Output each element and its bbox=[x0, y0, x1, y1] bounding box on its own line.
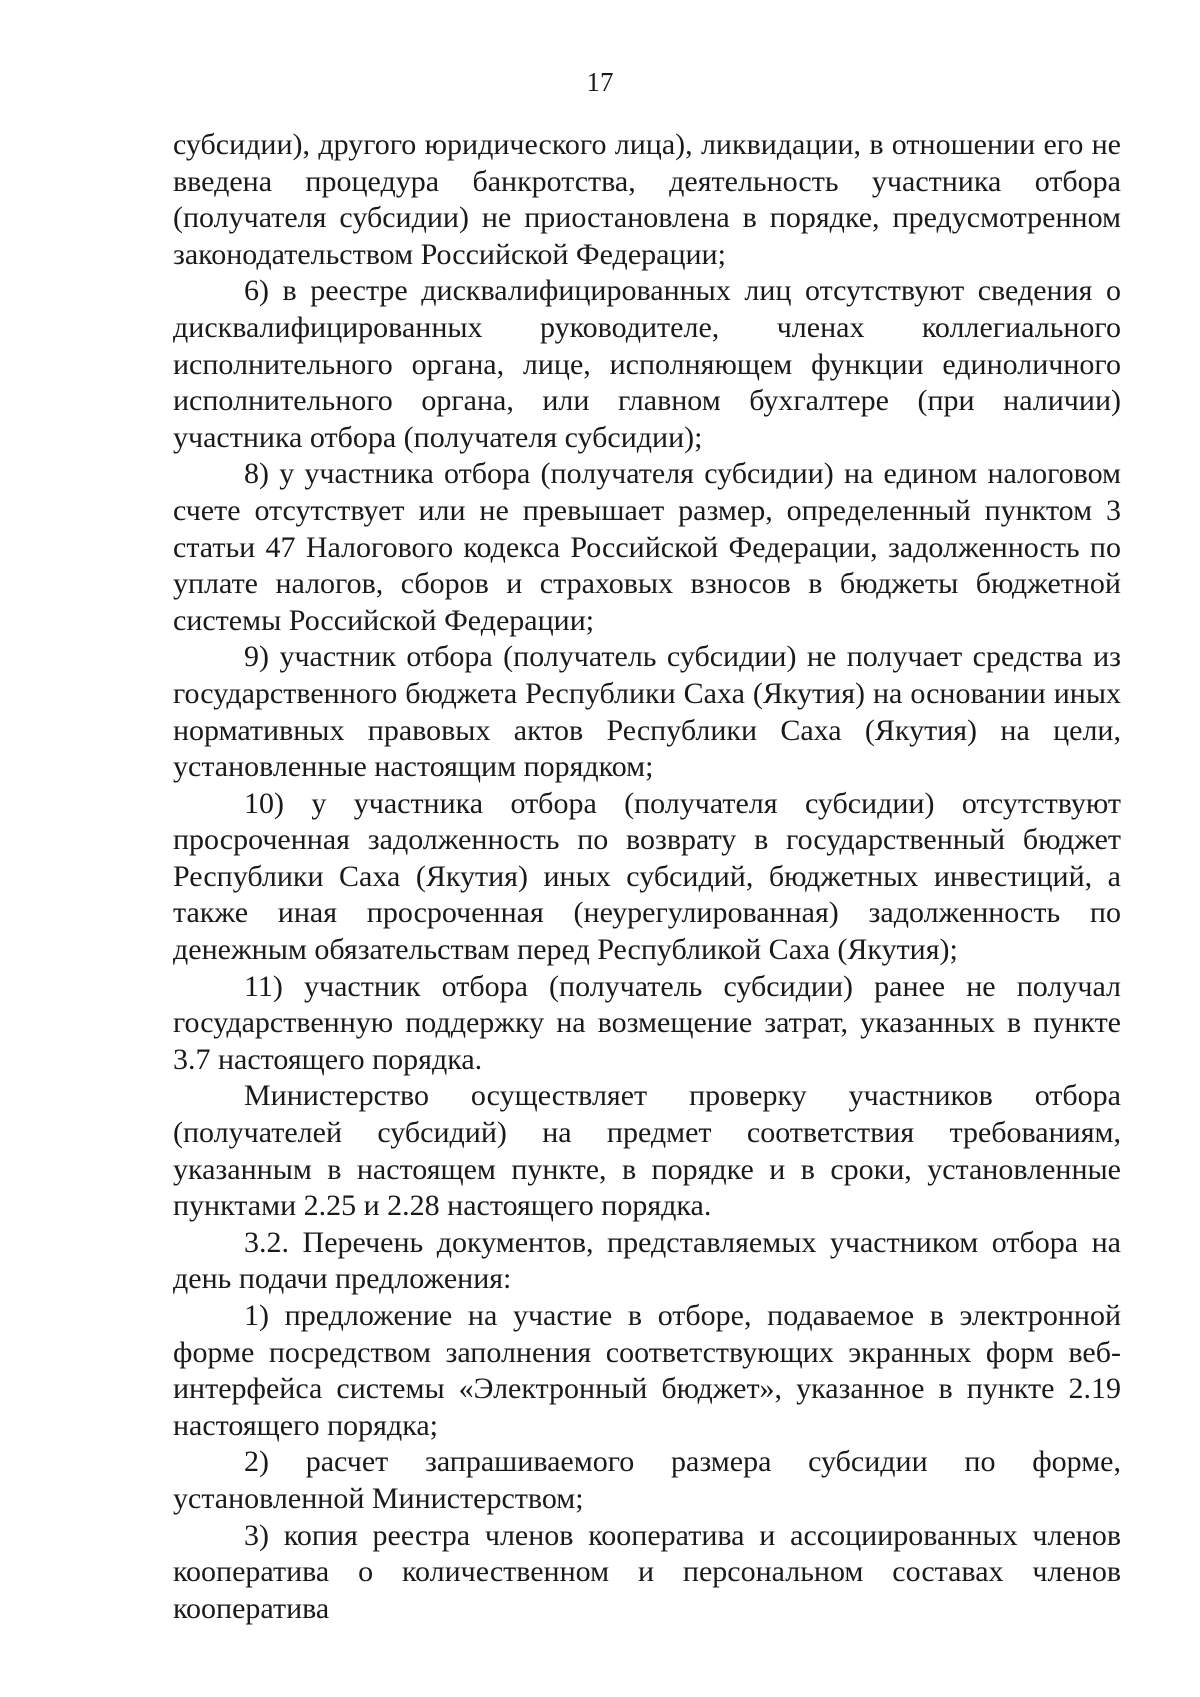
paragraph-doc-1: 1) предложение на участие в отборе, подаваемое в электронной форме посредством заполнения соответствующих экранных форм веб-интерфейса системы «Электронный бюджет», указанное в пункте 2.19 настоящего порядка; bbox=[173, 1299, 1121, 1442]
paragraph-doc-3: 3) копия реестра членов кооператива и ассоциированных членов кооператива о количественном и персональном составах членов кооператива bbox=[173, 1518, 1121, 1625]
page-number: 17 bbox=[586, 67, 614, 97]
paragraph-ministry-check: Министерство осуществляет проверку участников отбора (получателей субсидий) на предмет соответствия требованиям, указанным в настоящем пункте, в порядке и в сроки, установленные пунктами 2.25 и 2.28 настоящего порядка. bbox=[173, 1079, 1121, 1223]
paragraph-item-9: 9) участник отбора (получатель субсидии) не получает средства из государственного бюджета Республики Саха (Якутия) на основании иных нормативных правовых актов Республики Саха (Якутия) на цели, установленные настоящим порядком; bbox=[173, 640, 1121, 784]
paragraph-item-8: 8) у участника отбора (получателя субсидии) на едином налоговом счете отсутствует или не превышает размер, определенный пунктом 3 статьи 47 Налогового кодекса Российской Федерации, задолженность по уплате налогов, сборов и страховых взносов в бюджеты бюджетной системы Российской Федерации; bbox=[173, 457, 1121, 637]
paragraph-item-11: 11) участник отбора (получатель субсидии) ранее не получал государственную поддержку на возмещение затрат, указанных в пункте 3.7 настоящего порядка. bbox=[173, 969, 1121, 1076]
paragraph-item-6: 6) в реестре дисквалифицированных лиц отсутствуют сведения о дисквалифицированных руководителе, членах коллегиального исполнительного органа, лице, исполняющем функции единоличного исполнительного органа, или главном бухгалтере (при наличии) участника отбора (получателя субсидии); bbox=[173, 274, 1121, 454]
paragraph-continuation: субсидии), другого юридического лица), ликвидации, в отношении его не введена процедура банкротства, деятельность участника отбора (получателя субсидии) не приостановлена в порядке, предусмотренном законодательством Российской Федерации; bbox=[173, 128, 1121, 271]
paragraph-doc-2: 2) расчет запрашиваемого размера субсидии по форме, установленной Министерством; bbox=[173, 1445, 1121, 1515]
paragraph-section-3-2: 3.2. Перечень документов, представляемых участником отбора на день подачи предложения: bbox=[173, 1225, 1121, 1296]
document-body bbox=[173, 127, 1121, 1627]
paragraph-item-10: 10) у участника отбора (получателя субсидии) отсутствуют просроченная задолженность по возврату в государственный бюджет Республики Саха (Якутия) иных субсидий, бюджетных инвестиций, а также иная просроченная (неурегулированная) задолженность по денежным обязательствам перед Республикой Саха (Якутия); bbox=[173, 786, 1121, 967]
